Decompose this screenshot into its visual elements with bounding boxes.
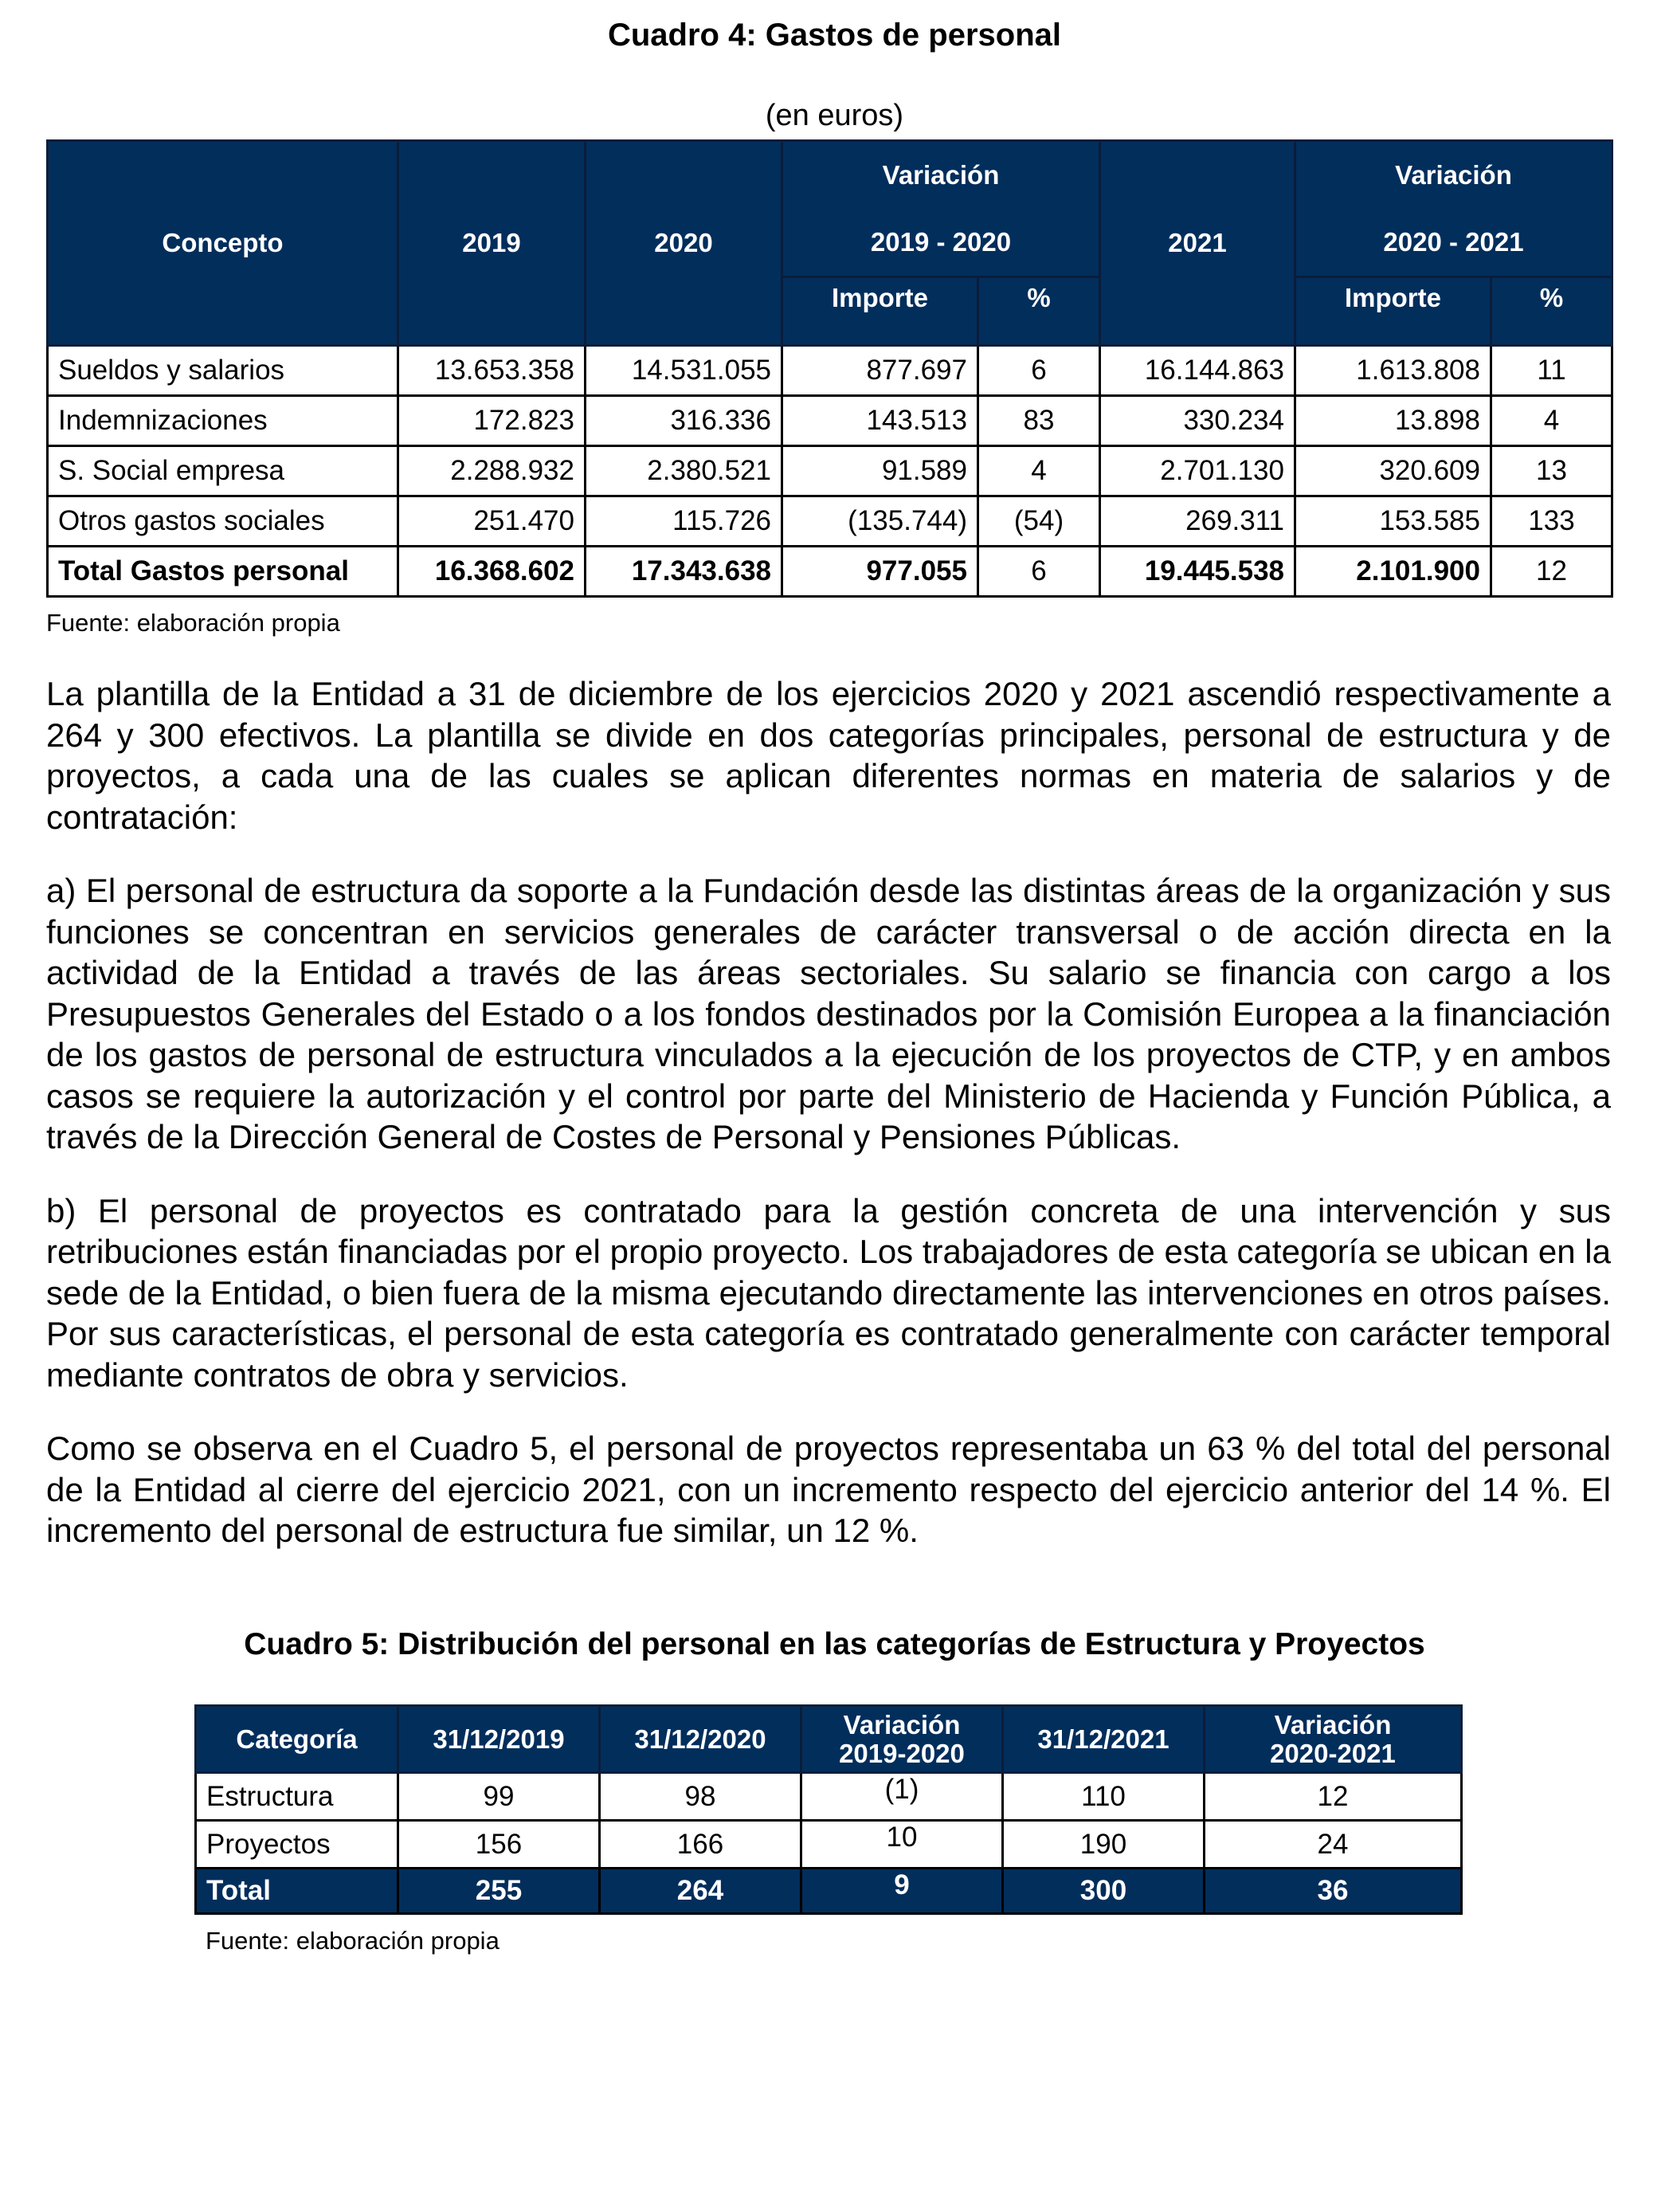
table-row [48, 346, 1612, 396]
row-label: Total [196, 1869, 398, 1914]
cell-value: 255 [398, 1869, 600, 1914]
header-concepto: Concepto [48, 141, 398, 346]
cell-value: 115.726 [586, 496, 782, 547]
header-label: Variación [1395, 160, 1512, 190]
cell-value: 330.234 [1100, 396, 1295, 446]
header-label: Variación [843, 1709, 961, 1739]
cell-value: 877.697 [782, 346, 978, 396]
header-2021: 2021 [1100, 141, 1295, 346]
header-31-12-2021: 31/12/2021 [1003, 1706, 1205, 1773]
row-label: Indemnizaciones [48, 396, 398, 446]
header-pct: % [1491, 277, 1612, 346]
paragraph: a) El personal de estructura da soporte a la Fundación desde las distintas áreas de la organización y sus funciones se concentran en servicios generales de carácter transversal o de acción directa en la actividad de la Entidad a través de las áreas sectoriales. Su salario se financia con cargo a los Presupuestos Generales del Estado o a los fondos destinados por la Comisión Europea a la financiación de los gastos de personal de estructura vinculados a la ejecución de los proyectos de CTP, y en ambos casos se requiere la autorización y el control por parte del Ministerio de Hacienda y Función Pública, a través de la Dirección General de Costes de Personal y Pensiones Públicas. [46, 872, 1611, 1155]
cuadro4-title: Cuadro 4: Gastos de personal [607, 18, 1062, 53]
table-row [48, 396, 1612, 446]
cell-value: 2.380.521 [586, 446, 782, 496]
cell-value: 83 [978, 396, 1100, 446]
header-2019: 2019 [398, 141, 586, 346]
row-label: Otros gastos sociales [48, 496, 398, 547]
header-31-12-2019: 31/12/2019 [398, 1706, 600, 1773]
cell-value: 269.311 [1100, 496, 1295, 547]
table-row [48, 446, 1612, 496]
cell-value: 977.055 [782, 547, 978, 597]
cell-value: 264 [600, 1869, 801, 1914]
header-categoria: Categoría [196, 1706, 398, 1773]
cell-value: (54) [978, 496, 1100, 547]
cell-value: 190 [1003, 1821, 1205, 1869]
header-label: 2019 - 2020 [870, 227, 1012, 257]
total-row [196, 1869, 1462, 1914]
cell-value: 153.585 [1295, 496, 1491, 547]
cell-value: 16.368.602 [398, 547, 586, 597]
cell-value: 4 [1491, 396, 1612, 446]
cell-value: 143.513 [782, 396, 978, 446]
cell-value: (135.744) [782, 496, 978, 547]
header-label: Variación [882, 160, 1000, 190]
cell-value: 99 [398, 1773, 600, 1821]
header-31-12-2020: 31/12/2020 [600, 1706, 801, 1773]
cuadro5-title: Cuadro 5: Distribución del personal en las categorías de Estructura y Proyectos [244, 1627, 1425, 1661]
header-label: 2020-2021 [1270, 1738, 1396, 1768]
cell-value: 19.445.538 [1100, 547, 1295, 597]
row-label: Proyectos [196, 1821, 398, 1869]
row-label: Sueldos y salarios [48, 346, 398, 396]
header-importe: Importe [782, 277, 978, 346]
cell-value: 2.101.900 [1295, 547, 1491, 597]
cell-value: 172.823 [398, 396, 586, 446]
cell-value: 110 [1003, 1773, 1205, 1821]
row-label: S. Social empresa [48, 446, 398, 496]
cell-value: 133 [1491, 496, 1612, 547]
cell-value: 11 [1491, 346, 1612, 396]
cuadro4-subtitle: (en euros) [765, 99, 904, 132]
paragraph: Como se observa en el Cuadro 5, el personal de proyectos representaba un 63 % del total del personal de la Entidad al cierre del ejercicio 2021, con un incremento respecto del ejercicio anterior del 14 %. El incremento del personal de estructura fue similar, un 12 %. [46, 1430, 1611, 1549]
paragraph: b) El personal de proyectos es contratado para la gestión concreta de una intervención y sus retribuciones están financiadas por el propio proyecto. Los trabajadores de esta categoría se ubican en la sede de la Entidad, o bien fuera de la misma ejecutando directamente las intervenciones en otros países. Por sus características, el personal de esta categoría es contratado generalmente con carácter temporal mediante contratos de obra y servicios. [46, 1191, 1611, 1394]
cell-value: 4 [978, 446, 1100, 496]
cell-value: 251.470 [398, 496, 586, 547]
header-label: 2019-2020 [839, 1738, 965, 1768]
header-label: Variación [1274, 1709, 1392, 1739]
cell-value: 2.701.130 [1100, 446, 1295, 496]
header-variacion-2020-2021 [1205, 1706, 1462, 1773]
cell-value: 300 [1003, 1869, 1205, 1914]
cell-value: 316.336 [586, 396, 782, 446]
cuadro4-source: Fuente: elaboración propia [46, 609, 340, 637]
row-label: Estructura [196, 1773, 398, 1821]
cell-value: 91.589 [782, 446, 978, 496]
header-2020: 2020 [586, 141, 782, 346]
row-label: Total Gastos personal [48, 547, 398, 597]
cell-value: 166 [600, 1821, 801, 1869]
cuadro4-table [46, 139, 1613, 598]
cell-value: 6 [978, 346, 1100, 396]
cell-value: 13.653.358 [398, 346, 586, 396]
total-row [48, 547, 1612, 597]
cell-value: 24 [1205, 1821, 1462, 1869]
cell-value: 16.144.863 [1100, 346, 1295, 396]
cell-value: 12 [1491, 547, 1612, 597]
cell-value: 156 [398, 1821, 600, 1869]
cell-value: 98 [600, 1773, 801, 1821]
header-variacion-2020-2021 [1295, 141, 1612, 277]
cell-value: 17.343.638 [586, 547, 782, 597]
cell-value: 13 [1491, 446, 1612, 496]
cell-value: 14.531.055 [586, 346, 782, 396]
cell-value: 12 [1205, 1773, 1462, 1821]
cell-value: 9 [801, 1869, 1003, 1914]
header-variacion-2019-2020 [801, 1706, 1003, 1773]
header-pct: % [978, 277, 1100, 346]
cell-value: 2.288.932 [398, 446, 586, 496]
cuadro5-table [194, 1704, 1463, 1915]
body-text [46, 673, 1611, 1584]
paragraph: La plantilla de la Entidad a 31 de diciembre de los ejercicios 2020 y 2021 ascendió respectivamente a 264 y 300 efectivos. La plantilla se divide en dos categorías principales, personal de estructura y de proyectos, a cada una de las cuales se aplican diferentes normas en materia de salarios y de contratación: [46, 675, 1611, 836]
header-variacion-2019-2020 [782, 141, 1100, 277]
cell-value: 320.609 [1295, 446, 1491, 496]
cell-value: 36 [1205, 1869, 1462, 1914]
cell-value: 1.613.808 [1295, 346, 1491, 396]
cell-value: (1) [801, 1773, 1003, 1821]
table-row [196, 1773, 1462, 1821]
table-row [48, 496, 1612, 547]
cell-value: 10 [801, 1821, 1003, 1869]
header-label: 2020 - 2021 [1383, 227, 1524, 257]
header-importe: Importe [1295, 277, 1491, 346]
cell-value: 6 [978, 547, 1100, 597]
cell-value: 13.898 [1295, 396, 1491, 446]
table-row [196, 1821, 1462, 1869]
cuadro5-source: Fuente: elaboración propia [206, 1927, 500, 1955]
